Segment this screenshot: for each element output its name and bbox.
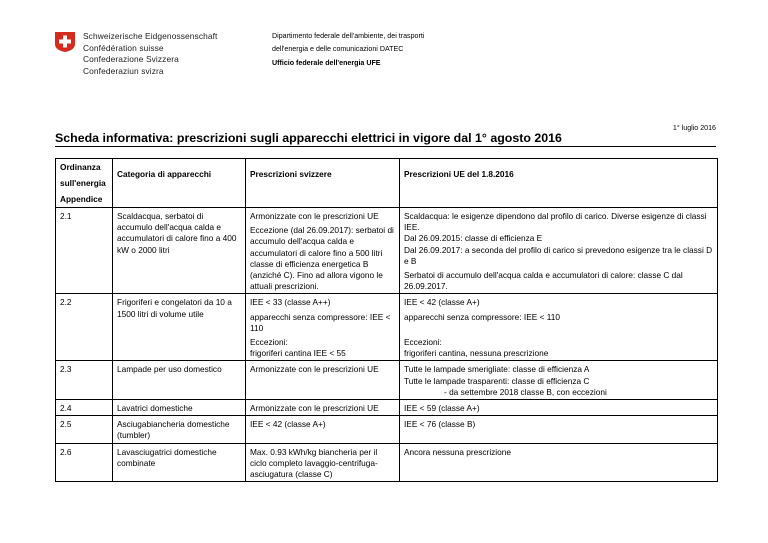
confederation-names: [83, 31, 217, 77]
department-line-1: Dipartimento federale dell'ambiente, dei trasporti: [272, 32, 425, 40]
swiss-requirements: Max. 0.93 kWh/kg biancheria per il ciclo completo lavaggio-centrifuga-asciugatura (classe C): [246, 443, 400, 482]
eu-text: - da settembre 2018 classe B, con eccezioni: [444, 386, 607, 397]
swiss-text: Eccezioni:: [250, 337, 288, 348]
eu-text: apparecchi senza compressore: IEE < 110: [404, 311, 560, 322]
confederation-de: Schweizerische Eidgenossenschaft: [83, 31, 218, 41]
page-title: Scheda informativa: prescrizioni sugli apparecchi elettrici in vigore dal 1° agosto 2016: [55, 131, 562, 145]
device-category: Lavatrici domestiche: [113, 400, 246, 416]
table-row: [56, 416, 718, 443]
eu-text: Serbatoi di accumulo dell'acqua calda e accumulatori di calore: classe C dal 26.09.2017.: [404, 270, 683, 292]
device-category: Lampade per uso domestico: [113, 361, 246, 400]
eu-text: Dal 26.09.2015: classe di efficienza E: [404, 233, 543, 244]
eu-requirements: [400, 208, 718, 294]
eu-text: Scaldacqua: le esigenze dipendono dal profilo di carico. Diverse esigenze di classi IEE.: [404, 211, 707, 233]
eu-text: IEE < 42 (classe A+): [404, 297, 480, 308]
header-eu: Prescrizioni UE del 1.8.2016: [400, 159, 718, 208]
eu-text: Tutte le lampade trasparenti: classe di efficienza C: [404, 375, 590, 386]
swiss-requirements: Armonizzate con le prescrizioni UE: [246, 400, 400, 416]
row-number: 2.2: [56, 294, 113, 361]
eu-requirements: [400, 361, 718, 400]
swiss-cross-icon: [55, 32, 75, 52]
department-line-2: dell'energia e delle comunicazioni DATEC: [272, 45, 404, 53]
row-number: 2.1: [56, 208, 113, 294]
header-ordinance: Ordinanza sull'energia Appendice: [56, 159, 113, 208]
confederation-it: Confederazione Svizzera: [83, 54, 179, 65]
device-category: Asciugabiancheria domestiche (tumbler): [113, 416, 246, 443]
swiss-text: IEE < 33 (classe A++): [250, 297, 331, 308]
row-number: 2.4: [56, 400, 113, 416]
device-category: Scaldacqua, serbatoi di accumulo dell'acqua calda e accumulatori di calore fino a 400 kW o 2000 litri: [113, 208, 246, 294]
device-category: Frigoriferi e congelatori da 10 a 1500 litri di volume utile: [113, 294, 246, 361]
swiss-requirements: [246, 208, 400, 294]
confederation-rm: Confederaziun svizra: [83, 65, 164, 76]
row-number: 2.3: [56, 361, 113, 400]
regulations-table: [55, 158, 718, 482]
eu-text: frigoriferi cantina, nessuna prescrizione: [404, 348, 549, 359]
table-row: [56, 294, 718, 361]
swiss-text: frigoriferi cantina IEE < 55: [250, 348, 346, 359]
eu-text: Eccezioni:: [404, 336, 442, 347]
swiss-requirements: IEE < 42 (classe A+): [246, 416, 400, 443]
eu-text: Tutte le lampade smerigliate: classe di efficienza A: [404, 364, 590, 375]
header-category: Categoria di apparecchi: [113, 159, 246, 208]
eu-requirements: IEE < 76 (classe B): [400, 416, 718, 443]
row-number: 2.5: [56, 416, 113, 443]
table-row: [56, 400, 718, 416]
document-date: 1° luglio 2016: [672, 124, 716, 132]
header-swiss: Prescrizioni svizzere: [246, 159, 400, 208]
table-header-row: [56, 159, 718, 208]
eu-requirements: IEE < 59 (classe A+): [400, 400, 718, 416]
swiss-requirements: Armonizzate con le prescrizioni UE: [246, 361, 400, 400]
swiss-text: Eccezione (dal 26.09.2017): serbatoi di accumulo dell'acqua calda e accumulatori di calore fino a 500 litri classe di efficienza energetica B (anziché C). Fino ad allora vigono le attuali prescrizioni.: [250, 225, 394, 292]
eu-requirements: Ancora nessuna prescrizione: [400, 443, 718, 482]
device-category: Lavasciugatrici domestiche combinate: [113, 443, 246, 482]
swiss-text: apparecchi senza compressore: IEE < 110: [250, 311, 391, 333]
swiss-requirements: [246, 294, 400, 361]
row-number: 2.6: [56, 443, 113, 482]
eu-requirements: [400, 294, 718, 361]
title-divider: [55, 146, 716, 147]
confederation-fr: Confédération suisse: [83, 42, 164, 53]
eu-text: Dal 26.09.2017: a seconda del profilo di carico si prevedono esigenze tra le classi D e B: [404, 244, 713, 266]
table-row: [56, 361, 718, 400]
table-row: [56, 208, 718, 294]
swiss-text: Armonizzate con le prescrizioni UE: [250, 211, 379, 221]
table-row: [56, 443, 718, 482]
office-name: Ufficio federale dell'energia UFE: [272, 59, 381, 67]
